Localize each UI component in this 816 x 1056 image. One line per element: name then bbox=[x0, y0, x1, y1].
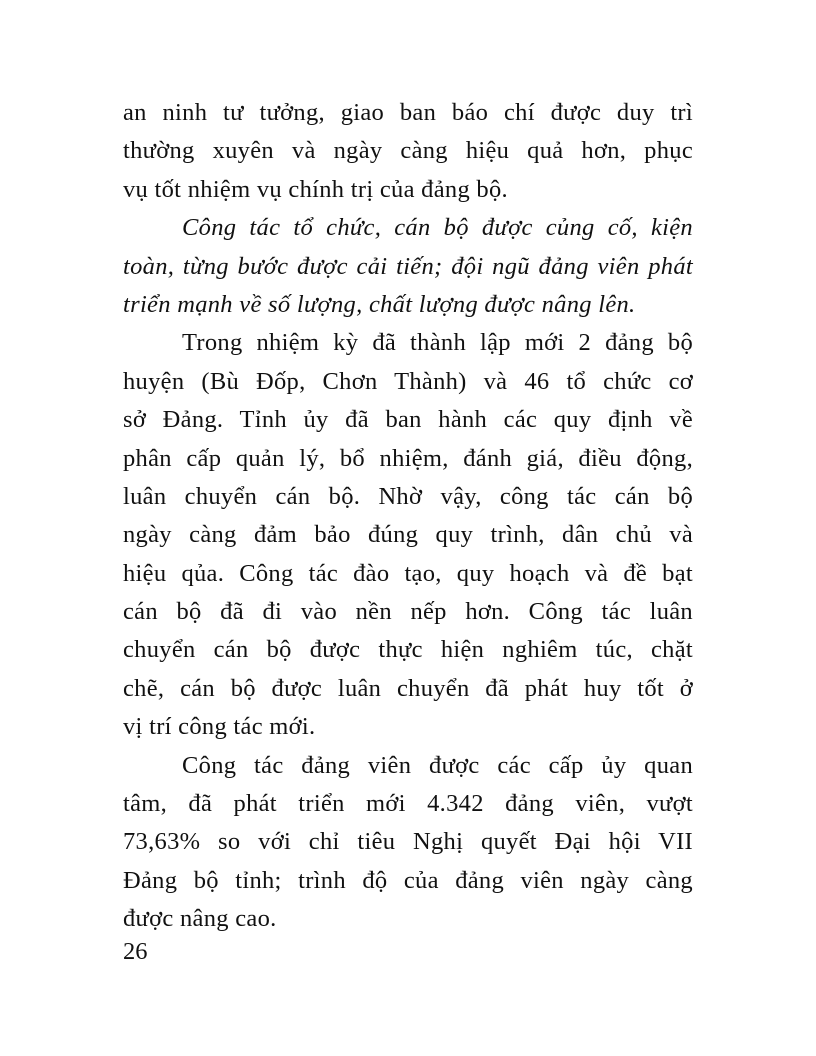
text-line: chẽ, cán bộ được luân chuyển đã phát huy tốt ở bbox=[123, 674, 693, 702]
paragraph-1 bbox=[123, 94, 693, 209]
text-line: huyện (Bù Đốp, Chơn Thành) và 46 tổ chức cơ bbox=[123, 367, 693, 395]
paragraph-2 bbox=[123, 209, 693, 324]
text-line: 73,63% so với chỉ tiêu Nghị quyết Đại hội VII bbox=[123, 828, 693, 856]
text-line: luân chuyển cán bộ. Nhờ vậy, công tác cán bộ bbox=[123, 482, 693, 510]
text-line: triển mạnh về số lượng, chất lượng được nâng lên. bbox=[123, 290, 636, 318]
text-line: sở Đảng. Tỉnh ủy đã ban hành các quy định về bbox=[123, 406, 693, 434]
text-line: ngày càng đảm bảo đúng quy trình, dân chủ và bbox=[123, 521, 693, 549]
page-number: 26 bbox=[123, 938, 148, 965]
text-line: vụ tốt nhiệm vụ chính trị của đảng bộ. bbox=[123, 175, 508, 203]
text-line: Công tác tổ chức, cán bộ được củng cố, kiện bbox=[182, 214, 693, 242]
text-line: Đảng bộ tỉnh; trình độ của đảng viên ngày càng bbox=[123, 866, 693, 894]
paragraph-3 bbox=[123, 324, 693, 746]
text-line: chuyển cán bộ được thực hiện nghiêm túc, chặt bbox=[123, 636, 693, 664]
text-line: Trong nhiệm kỳ đã thành lập mới 2 đảng bộ bbox=[182, 329, 693, 357]
text-line: an ninh tư tưởng, giao ban báo chí được duy trì bbox=[123, 99, 693, 126]
text-line: được nâng cao. bbox=[123, 905, 277, 933]
body-text bbox=[123, 94, 693, 939]
text-line: thường xuyên và ngày càng hiệu quả hơn, phục bbox=[123, 137, 693, 165]
text-line: hiệu qủa. Công tác đào tạo, quy hoạch và đề bạt bbox=[123, 559, 693, 587]
text-line: tâm, đã phát triển mới 4.342 đảng viên, vượt bbox=[123, 790, 693, 818]
paragraph-4 bbox=[123, 747, 693, 939]
text-line: cán bộ đã đi vào nền nếp hơn. Công tác luân bbox=[123, 598, 693, 626]
text-line: toàn, từng bước được cải tiến; đội ngũ đảng viên phát bbox=[123, 252, 693, 280]
text-line: vị trí công tác mới. bbox=[123, 713, 316, 741]
text-line: phân cấp quản lý, bổ nhiệm, đánh giá, điều động, bbox=[123, 444, 693, 472]
text-line: Công tác đảng viên được các cấp ủy quan bbox=[182, 751, 693, 779]
